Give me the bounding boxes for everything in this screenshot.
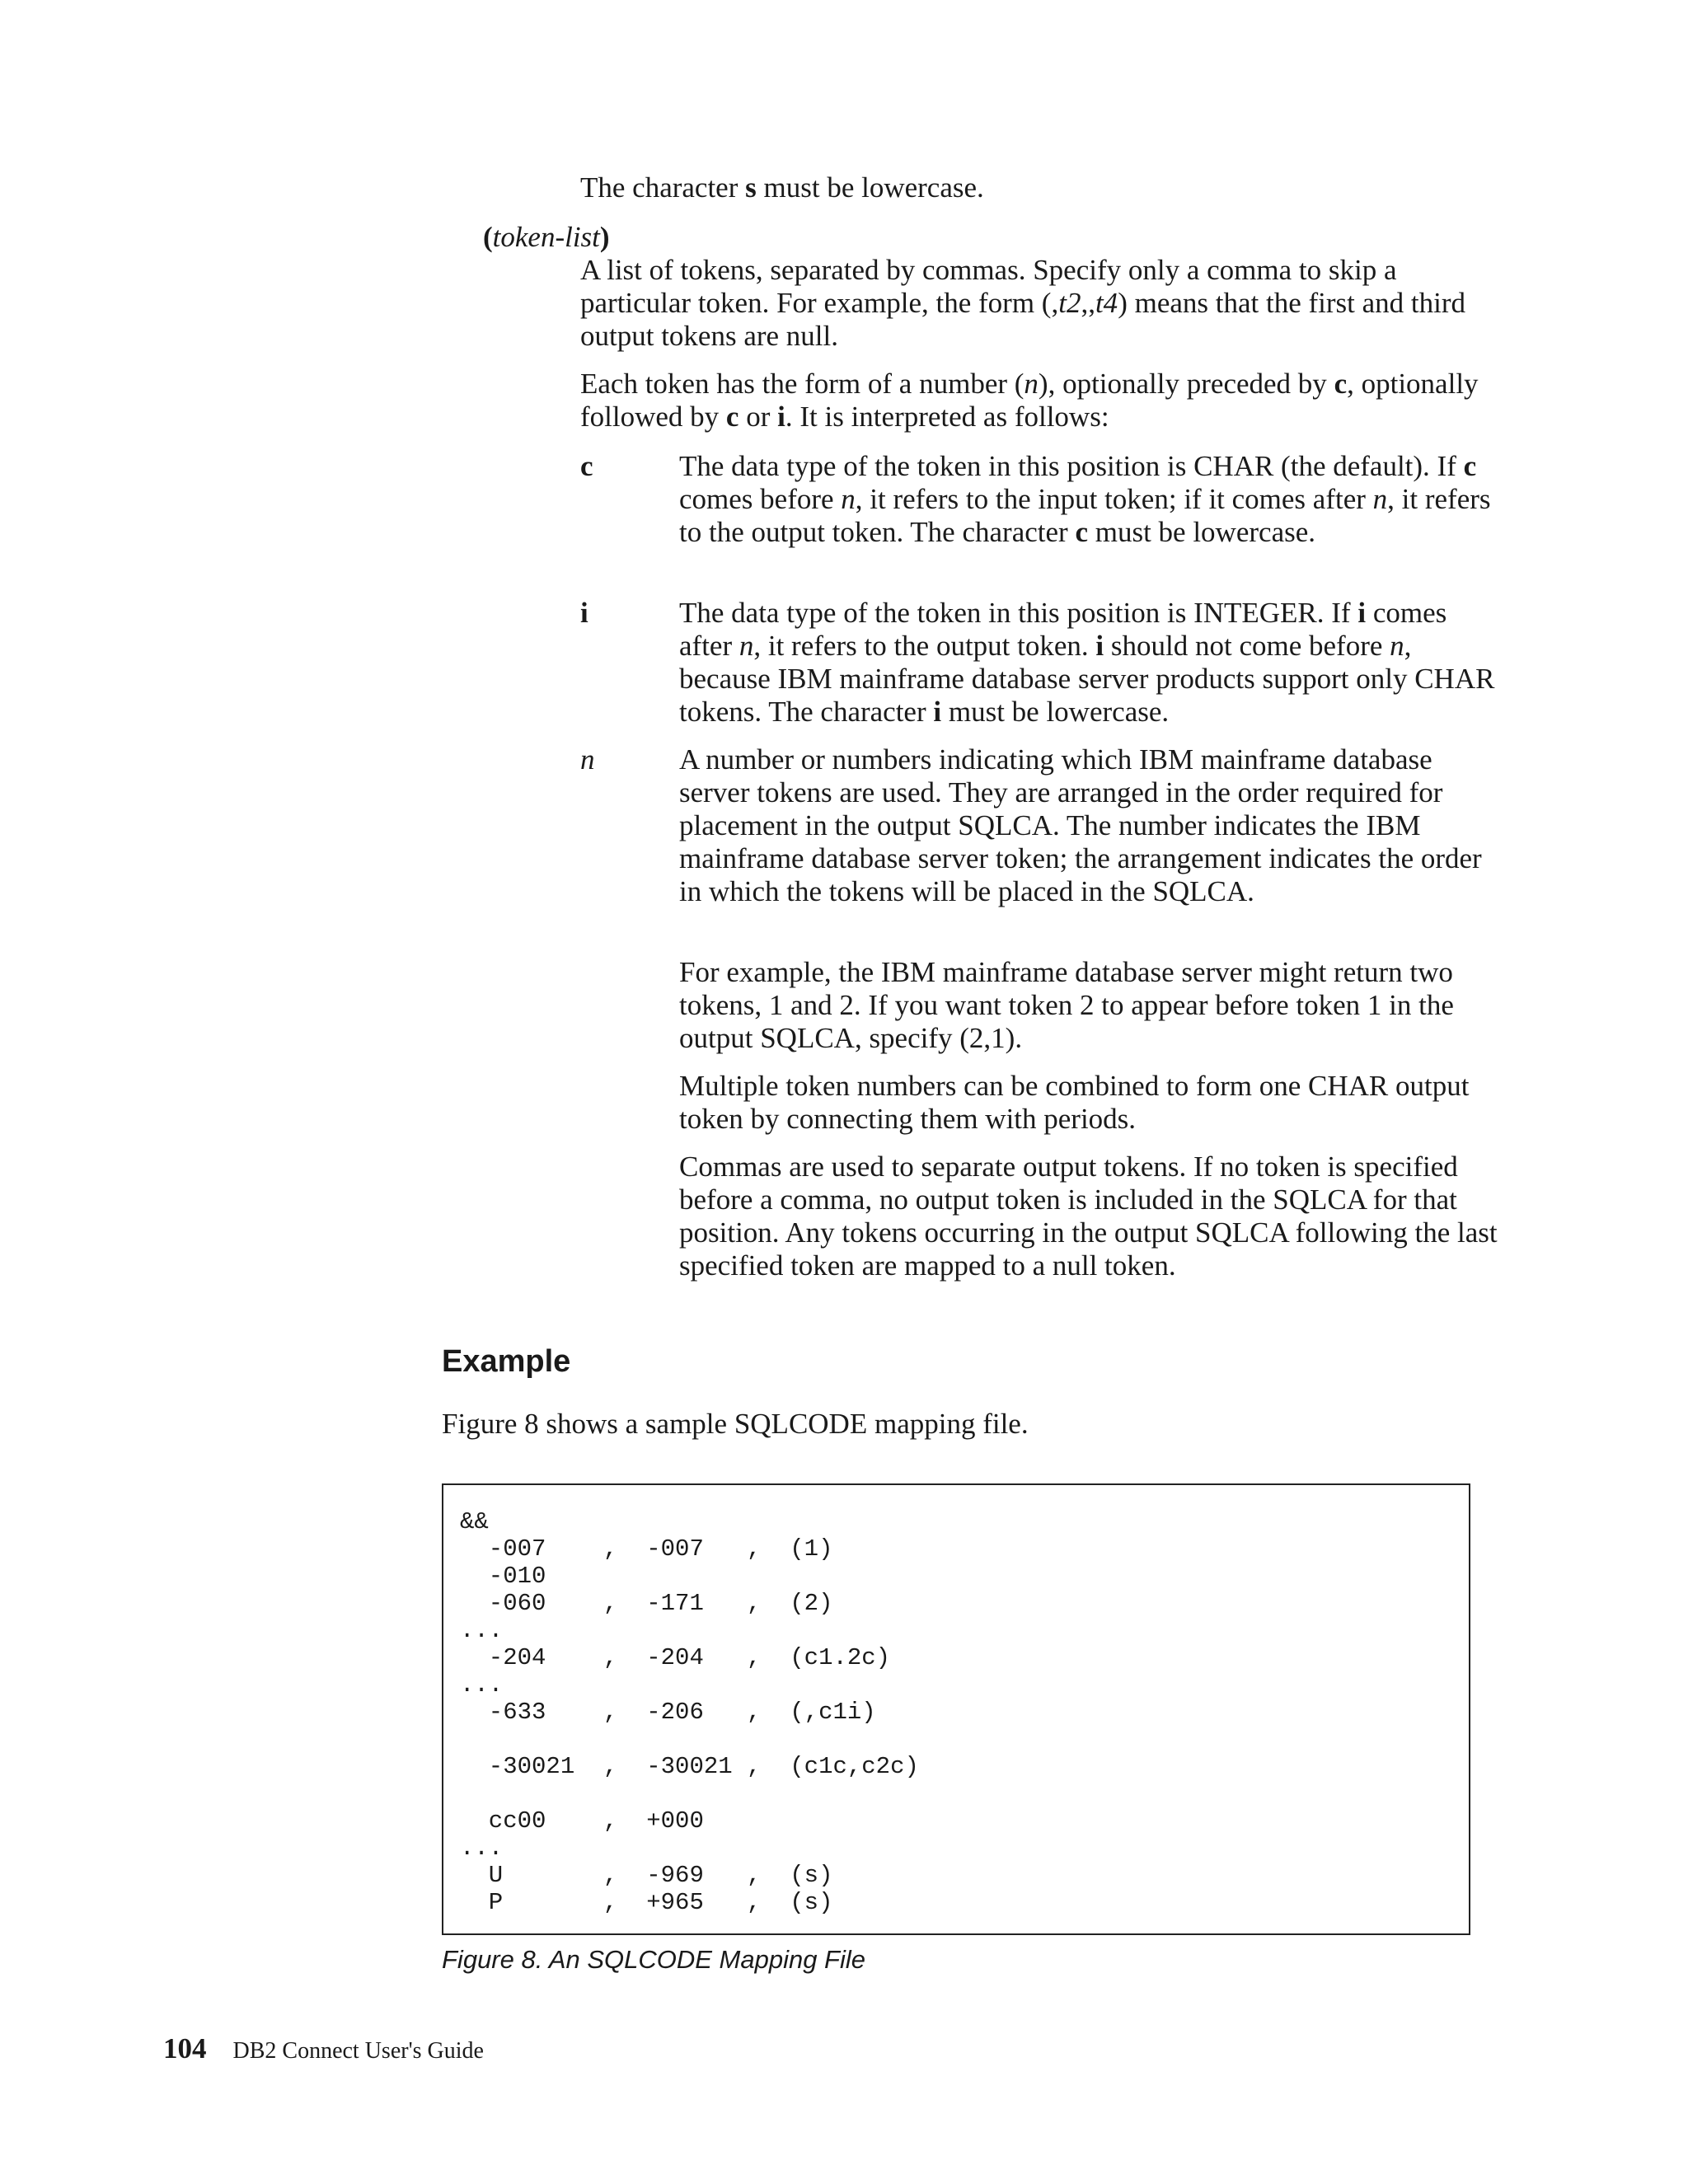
paren-close: ) [599,221,610,253]
term-text: token-list [492,221,600,253]
text-span: or [738,401,778,433]
text-span: must be lowercase. [1087,516,1316,548]
bold-i: i [1357,597,1367,629]
italic-t4: t4 [1095,287,1118,319]
item-n-label: n [580,743,595,776]
text-span: The data type of the token in this position is CHAR (the default). If [679,450,1464,482]
text-span: , optionally followed by [580,368,1479,433]
token-list-desc-1 [580,254,1479,353]
text-span: , it refers to the output token. [753,630,1096,662]
item-c-label: c [580,450,593,482]
bold-c: c [1334,368,1348,400]
bold-c: c [725,401,739,433]
intro-text-end: must be lowercase. [756,171,984,204]
text-span: . It is interpreted as follows: [785,401,1109,433]
item-i-desc [679,597,1503,729]
item-n-desc-1: A number or numbers indicating which IBM mainframe database server tokens are used. They are arranged in the order required for placement in the output SQLCA. The number indicates the IBM mainframe database server token; the arrangement indicates the order in which the tokens will be placed in the SQLCA. [679,743,1482,907]
bold-c: c [1463,450,1477,482]
text-span: ,, [1081,287,1095,319]
text-span: The data type of the token in this position is INTEGER. If [679,597,1358,629]
bold-i: i [777,401,785,433]
text-span: ), optionally preceded by [1038,368,1334,400]
text-span: A list of tokens, separated by commas. Specify only a comma to skip a particular token. For example, the form (, [580,254,1397,319]
text-span: ) means that the first and third output tokens are null. [580,287,1466,352]
italic-n: n [1372,483,1388,515]
item-n-desc-4: Commas are used to separate output tokens. If no token is specified before a comma, no output token is included in the SQLCA for that position. Any tokens occurring in the output SQLCA following the last specified token are mapped to a null token. [679,1151,1498,1282]
item-c-desc [679,450,1503,549]
paren-open: ( [483,221,493,253]
intro-bold-s: s [745,171,757,204]
page-footer [163,2032,484,2065]
text-span: comes before [679,483,842,515]
example-intro: Figure 8 shows a sample SQLCODE mapping file. [442,1408,1029,1440]
text-span: , because IBM mainframe database server products support only CHAR tokens. The character [679,630,1495,728]
token-list-term [483,221,610,254]
bold-c: c [1075,516,1088,548]
page-number: 104 [163,2032,207,2064]
figure-code-box [442,1483,1470,1935]
bold-i: i [1095,630,1104,662]
italic-n: n [1024,368,1039,400]
text-span: , it refers to the output token. The character [679,483,1491,548]
item-i-label: i [580,597,588,629]
bold-i: i [933,696,942,728]
intro-text: The character [580,171,746,204]
token-list-desc-2 [580,368,1479,434]
intro-line [580,171,1470,204]
section-heading-example: Example [442,1344,571,1379]
item-n-desc-3: Multiple token numbers can be combined to form one CHAR output token by connecting them with periods. [679,1070,1470,1135]
text-span: must be lowercase. [941,696,1170,728]
italic-n: n [841,483,856,515]
text-span: Each token has the form of a number ( [580,368,1025,400]
italic-t2: t2 [1058,287,1081,319]
text-span: , it refers to the input token; if it comes after [855,483,1373,515]
item-n-desc-2: For example, the IBM mainframe database server might return two tokens, 1 and 2. If you want token 2 to appear before token 1 in the output SQLCA, specify (2,1). [679,956,1454,1054]
text-span: comes after [679,597,1447,662]
footer-book-title: DB2 Connect User's Guide [232,2038,484,2064]
figure-caption: Figure 8. An SQLCODE Mapping File [442,1945,866,1974]
text-span: should not come before [1104,630,1390,662]
italic-n: n [1390,630,1404,662]
italic-n: n [738,630,754,662]
sqlcode-mapping-code: && -007 , -007 , (1) -010 -060 , -171 , (2) ... -204 , -204 , (c1.2c) ... -633 , -206 , (,c1i) -30021 , -30021 , (c1c,c2c) cc00 , +000 ... U , -969 , (s) P , +965 , (s) [460,1508,919,1916]
